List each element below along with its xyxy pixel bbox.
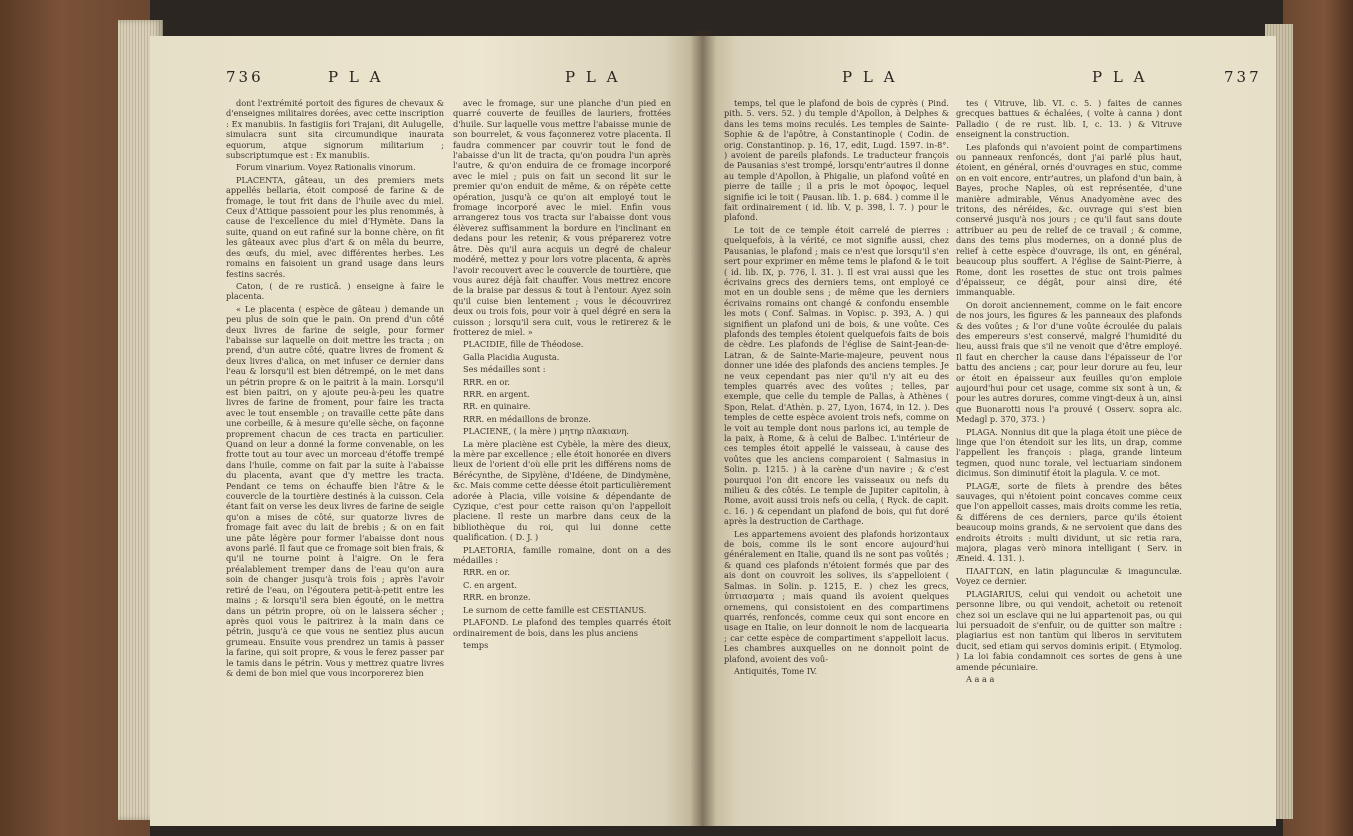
paragraph: temps xyxy=(463,639,489,650)
paragraph: PLACENTA, gâteau, un des premiers mets appellés bellaria, étoit composé de farine & de fromage, le tout frit dans de l'huile avec du miel. Ceux d'Attique passoient pour les plus renommés, à cause de l'excellence du miel d'Hymète. Dans la suite, quand on eut rafiné sur la bonne chère, on fit les gâteaux avec plus d'art & on mêla du beurre, des œufs, du miel, avec différentes herbes. Les romains en faisoient un grand usage dans leurs festins sacrés. xyxy=(226,174,444,279)
paragraph: RRR. en or. xyxy=(463,376,510,387)
left-header-title-2: P L A xyxy=(565,68,621,86)
left-column-2 xyxy=(453,98,671,810)
paragraph: PLAGÆ, sorte de filets à prendre des bêtes sauvages, qui n'étoient point concaves comme ceux que l'on appelloit casses, mais droits comme les retia, & différens de ces derniers, parce qu'ils étoient beaucoup moins grands, & ne servoient que dans des endroits étroits : multi dividunt, ut sic retia rara, majora, plagas verò minora intelligant ( Serv. in Æneid. 4. 131. ). xyxy=(956,480,1182,564)
right-page-number: 737 xyxy=(1224,68,1262,86)
paragraph: La mère placiène est Cybèle, la mère des dieux, la mère par excellence ; elle étoit honorée en divers lieux de l'orient d'où elle prit les différens noms de Bérécynthe, de Sipylène, d'Idéene, de Dindymène, &c. Mais comme cette déesse étoit particulièrement adorée à Placia, ville voisine & dépendante de Cyzique, c'est pour cette raison qu'on l'appelloit placiene. Il reste un marbre dans ceux de la bibliothèque du roi, qui lui donne cette qualification. ( D. J. ) xyxy=(453,438,671,543)
paragraph: temps, tel que le plafond de bois de cyprès ( Pind. pith. 5. vers. 52. ) du temple d'Apollon, à Delphes & dans les tems moins reculés. Les temples de Sainte-Sophie & de l'apôtre, à Constantinople ( Codin. de orig. Constantinop. p. 16, 17, edit, Lugd. 1597. in-8°. ) avoient de pareils plafonds. Le traducteur françois de Pausanias s'est trompé, lorsqu'entr'autres il donne au temple d'Apollon, à Phigalie, un plafond voûté en pierre de taille ; il a pris le mot ὀροφος, lequel signifie ici le toit ( Pausan. lib. 1. p. 684. ) comme il le fait ordinairement ( id. lib. V, p. 398, l. 7. ) pour le plafond. xyxy=(724,98,949,223)
right-header-title-2: P L A xyxy=(1092,68,1148,86)
right-column-2 xyxy=(956,98,1182,810)
right-cover xyxy=(1283,0,1353,836)
paragraph: PLAGA. Nonnius dit que la plaga étoit une pièce de linge que l'on étendoit sur les lits, un drap, comme l'appellent les françois : plaga, grande linteum tegmen, quod nunc torale, vel lectuariam sindonem dicimus. Son diminutif étoit la plagula. V. ce mot. xyxy=(956,426,1182,479)
right-page xyxy=(702,36,1276,826)
paragraph: A a a a xyxy=(966,673,995,684)
left-column-1 xyxy=(226,98,444,810)
paragraph: Ses médailles sont : xyxy=(463,364,546,375)
paragraph: Galla Placidia Augusta. xyxy=(463,351,560,362)
paragraph: « Le placenta ( espèce de gâteau ) demande un peu plus de soin que le pain. On prend d'un côté deux livres de farine de seigle, pour former l'abaisse sur laquelle on doit mettre les tracta ; on prend, d'un autre côté, quatre livres de froment & deux livres d'alica, on met infuser ce dernier dans l'eau & lorsqu'il est bien détrempé, on le met dans un pétrin propre & on le paitrit à la main. Lorsqu'il est bien paitri, on y ajoute peu-à-peu les quatre livres de farine de froment, pour faire les tracta avec le tout ensemble ; on travaille cette pâte dans une corbeille, & à mesure qu'elle sèche, on façonne proprement chacun de ces tracta en particulier. Quand on leur a donné la forme convenable, on les frotte tout au tour avec un morceau d'étoffe trempé dans l'huile, comme on fait par la suite à l'abaisse du placenta, avant que d'y mettre les tracta. Pendant ce tems on échauffe bien l'âtre & le couvercle de la tourtière destinés à la cuisson. Cela étant fait on verse les deux livres de farine de seigle qu'on a mises de côté, sur quatorze livres de fromage fait avec du lait de brebis ; & on en fait une pâte légère pour former l'abaisse dont nous avons parlé. Il faut que ce fromage soit bien frais, & qu'il ne tourne point à l'aigre. On le fera préalablement tremper dans de l'eau qu'on aura soin de changer jusqu'à trois fois ; après l'avoir retiré de l'eau, on l'égoutera petit-à-petit entre les mains ; & lorsqu'il sera bien égouté, on le mettra dans un pétrin propre, où on le laissera sécher ; après quoi vous le paitrirez à la main dans ce pétrin, jusqu'à ce que vous ne sentiez plus aucun grumeau. Ensuite vous prendrez un tamis à passer la farine, qui soit propre, & vous le ferez passer par le tamis dans le pétrin. Vous y mettrez quatre livres & demi de bon miel que vous incorporerez bien xyxy=(226,303,444,678)
paragraph: Forum vinarium. Voyez Rationalis vinorum. xyxy=(236,162,416,173)
left-page-number: 736 xyxy=(226,68,264,86)
paragraph: RRR. en médaillons de bronze. xyxy=(463,413,591,424)
paragraph: PLAGIARIUS, celui qui vendoit ou achetoit une personne libre, ou qui vendoit, achetoit ou retenoit chez soi un esclave qui ne lui appartenoit pas, ou qui lui persuadoit de s'enfuir, ou de quitter son maître : plagiarius est non tantùm qui liberos in servitutem ducit, sed etiam qui servos dominis eripit. ( Etymolog. ) La loi fabia condamnoit ces sortes de gens à une amende pécuniaire. xyxy=(956,588,1182,672)
right-header-title-1: P L A xyxy=(842,68,898,86)
paragraph: PLAETORIA, famille romaine, dont on a des médailles : xyxy=(453,544,671,566)
right-column-1 xyxy=(724,98,949,810)
book-gutter xyxy=(690,30,716,826)
paragraph: RRR. en bronze. xyxy=(463,592,531,603)
paragraph: Le toit de ce temple étoit carrelé de pierres : quelquefois, à la vérité, ce mot signifie aussi, chez Pausanias, le plafond ; mais ce n'est que lorsqu'il s'en sert pour exprimer en même tems le plafond & le toit ( id. lib. IX, p. 776, l. 31. ). Il est vrai aussi que les écrivains grecs des derniers tems, ont employé ce mot en un double sens ; de même que les derniers écrivains romains ont changé & confondu ensemble les mots ( Conf. Salmas. in Vopisc. p. 393, A. ) qui signifient un plafond uni de bois, & une voûte. Ces plafonds des temples étoient quelquefois faits de bois de cèdre. Les plafonds de l'église de Saint-Jean-de-Latran, & de Sainte-Marie-majeure, peuvent nous donner une idée des plafonds des anciens temples. Je ne veux cependant pas nier qu'il n'y ait eu des temples quarrés avec des voûtes ; telles, par exemple, que celle du temple de Pallas, à Athènes ( Spon, Relat. d'Athèn. p. 27, Lyon, 1674, in 12. ). Des temples de cette espèce avoient trois nefs, comme on le voit au temple dont nous parlons ici, au temple de la paix, à Rome, & à celui de Balbec. L'intérieur de ces temples étoit appellé le vaisseau, à cause des voûtes que les anciens comparoient ( Salmasius in Solin. p. 1215. ) à la carène d'un navire ; & c'est pourquoi l'on dit encore les vaisseaux ou nefs du milieu & des côtés. Le temple de Jupiter capitolin, à Rome, avoit aussi trois nefs ou cella, ( Ryck. de capit. c. 16. ) & cependant un plafond de bois, qui fut doré après la destruction de Carthage. xyxy=(724,224,949,527)
paragraph: RRR. en argent. xyxy=(463,388,530,399)
paragraph: RRR. en or. xyxy=(463,567,510,578)
left-page xyxy=(150,36,702,826)
paragraph: ΠΛΑΓΓΩΝ, en latin plagunculæ & imagunculæ. Voyez ce dernier. xyxy=(956,565,1182,587)
paragraph: Caton, ( de re rusticâ. ) enseigne à faire le placenta. xyxy=(226,280,444,302)
left-header-title-1: P L A xyxy=(328,68,384,86)
paragraph: Les appartemens avoient des plafonds horizontaux de bois, comme ils le sont encore aujourd'hui généralement en Italie, quand ils ne sont pas voûtés ; & quand ces plafonds n'étoient formés que par des ais dont on couvroit les solives, ils s'appelloient ( Salmas. in Solin. p. 1215, E. ) chez les grecs, ὑπτιασματα ; mais quand ils avoient quelques ornemens, qui consistoient en des compartimens quarrés, renfoncés, comme ceux qui sont encore en usage en Italie, on leur donnoit le nom de lacquearia ; car cette espèce de compartiment s'appelloit lacus. Les chambres auxquelles on ne donnoit point de plafond, avoient des voû- xyxy=(724,528,949,664)
paragraph: Le surnom de cette famille est CESTIANUS. xyxy=(463,604,647,615)
paragraph: PLACIDIE, fille de Théodose. xyxy=(463,339,584,350)
paragraph: C. en argent. xyxy=(463,579,517,590)
paragraph: PLAFOND. Le plafond des temples quarrés étoit ordinairement de bois, dans les plus anciens xyxy=(453,617,671,638)
paragraph: dont l'extrémité portoit des figures de chevaux & d'enseignes militaires dorées, avec cette inscription : Ex manubiis. In fastigiis fori Trajani, dit Aulugelle, simulacra sunt sita circumundique inaurata equorum, atque signorum militarium ; subscriptumque est : Ex manubiis. xyxy=(226,98,444,161)
paragraph: tes ( Vitruve, lib. VI. c. 5. ) faites de cannes grecques battues & échalées, ( volte à canna ) dont Palladio ( de re rust. lib. I, c. 13. ) & Vitruve enseignent la construction. xyxy=(956,98,1182,140)
paragraph: avec le fromage, sur une planche d'un pied en quarré couverte de feuilles de lauriers, frottées d'huile. Sur laquelle vous mettre l'abaisse munie de son bourrelet, & vous façonnerez votre placenta. Il faudra commencer par couvrir tout le fond de l'abaisse d'un lit de tracta, qu'on poudra l'un après l'autre, & qu'on enduira de ce fromage incorporé avec le miel ; puis on fait un second lit sur le premier qu'on enduit de même, & on répète cette opération, jusqu'à ce qu'on ait employé tout le fromage incorporé avec le miel. Enfin vous arrangerez tous vos tracta sur l'abaisse dont vous élèverez suffisamment la bordure en l'inclinant en dedans pour les retenir, & vous préparerez votre âtre. Dès qu'il aura acquis un degré de chaleur modéré, mettez y pour lors votre placenta, & après l'avoir recouvert avec le couvercle de tourtière, que vous aurez déjà fait chauffer. Vous mettrez encore de la braise par dessus & tout à l'entour. Ayez soin qu'il cuise bien lentement ; vous le découvrirez deux ou trois fois, pour voir à quel dégré en sera la cuisson ; lorsqu'il sera cuit, vous le retirerez & le frotterez de miel. » xyxy=(453,98,671,337)
paragraph: PLACIENE, ( la mère ) μητηρ πλακιανη. xyxy=(463,426,629,437)
paragraph: RR. en quinaire. xyxy=(463,401,531,412)
paragraph: Antiquités, Tome IV. xyxy=(734,665,818,676)
paragraph: On doroit anciennement, comme on le fait encore de nos jours, les figures & les panneaux des plafonds & des voûtes ; & l'or d'une voûte écroulée du palais des empereurs s'est conservé, malgré l'humidité du lieu, aussi frais que s'il ne venoit que d'être employé. Il faut en chercher la cause dans l'épaisseur de l'or battu des anciens ; car, pour leur dorure au feu, leur or étoit en épaisseur aux feuilles qu'on emploie aujourd'hui pour cet usage, comme six sont à un, & pour les autres dorures, comme vingt-deux à un, ainsi que Buonarotti nous l'a prouvé ( Osserv. sopra alc. Medagl p. 370, 373. ) xyxy=(956,299,1182,425)
paragraph: Les plafonds qui n'avoient point de compartimens ou panneaux renfoncés, dont j'ai parlé plus haut, étoient, en général, ornés d'ouvrages en stuc, comme on en voit encore, entr'autres, un plafond d'un bain, à Bayes, proche Naples, où est représentée, d'une manière admirable, Vénus Anadyomène avec des tritons, des néréides, &c. ouvrage qui s'est bien conservé jusqu'à nos jours ; ce qu'il faut sans doute attribuer au peu de relief de ce travail ; & comme, dans des tems plus modernes, on a donné plus de relief à cette espèce d'ouvrage, ils ont, en général, beaucoup plus souffert. A l'église de Saint-Pierre, à Rome, dont les rosettes de stuc ont trois palmes d'épaisseur, ce dégât, pour ainsi dire, été immanquable. xyxy=(956,141,1182,298)
